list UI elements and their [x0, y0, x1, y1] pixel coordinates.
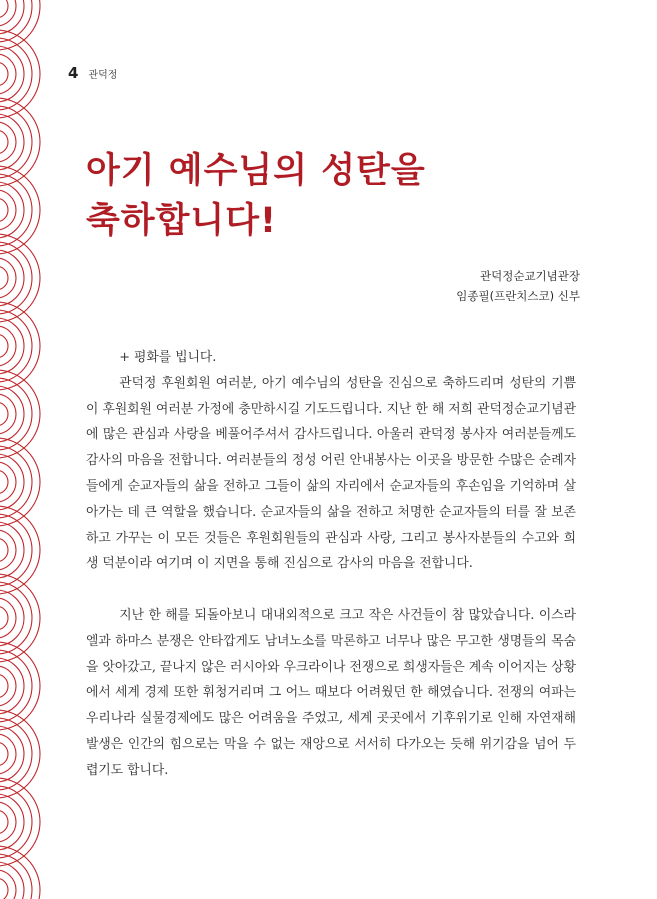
decorative-ring: [0, 590, 24, 646]
decorative-ring: [0, 658, 24, 714]
page-number: 4: [68, 64, 79, 82]
decorative-ring: [0, 62, 8, 86]
decorative-ring: [0, 0, 24, 34]
decorative-ring: [0, 130, 8, 154]
decorative-ring: [0, 46, 24, 102]
decorative-ring: [0, 726, 24, 782]
decorative-ring: [0, 182, 24, 238]
decorative-ring: [0, 870, 16, 899]
decorative-ring: [0, 470, 8, 494]
decorative-ring: [0, 114, 24, 170]
decorative-ring: [0, 538, 8, 562]
author-name: 임종필(프란치스코) 신부: [456, 289, 580, 303]
decorative-ring: [0, 198, 8, 222]
title-line-2: 축하합니다!: [86, 201, 278, 241]
decorative-ring: [0, 810, 8, 834]
decorative-ring: [0, 250, 24, 306]
decorative-ring: [0, 742, 8, 766]
decorative-ring: [0, 454, 24, 510]
byline: [456, 266, 580, 306]
paragraph-1: 관덕정 후원회원 여러분, 아기 예수님의 성탄을 진심으로 축하드리며 성탄의 기쁨이 후원회원 여러분 가정에 충만하시길 기도드립니다. 지난 한 해 저희 관덕정순교기념관에 많은 관심과 사랑을 베풀어주셔서 감사드립니다. 아울러 관덕정 봉사자 여러분들께도 감사의 마음을 전합니다. 여러분들의 정성 어린 안내봉사는 이곳을 방문한 수많은 순례자들에게 순교자들의 삶을 전하고 그들이 삶의 자리에서 순교자들의 후손임을 기억하며 살아가는 데 큰 역할을 했습니다. 순교자들의 삶을 전하고 처명한 순교자들의 터를 잘 보존하고 가꾸는 이 모든 것들은 후원회원들의 관심과 사랑, 그리고 봉사자분들의 수고와 희생 덕분이라 여기며 이 지면을 통해 진심으로 감사의 마음을 전합니다.: [86, 375, 576, 572]
decorative-ring: [0, 386, 24, 442]
decorative-ring: [0, 522, 24, 578]
decorative-ring: [0, 318, 24, 374]
decorative-ring: [0, 266, 8, 290]
decorative-ring: [0, 878, 8, 899]
article-body: [86, 345, 576, 784]
decorative-ring: [0, 674, 8, 698]
author-affiliation: 관덕정순교기념관장: [480, 269, 580, 283]
decorative-ring: [0, 794, 24, 850]
title-line-1: 아기 예수님의 성탄을: [86, 151, 426, 191]
decorative-ring: [0, 0, 40, 50]
running-head: 관덕정: [88, 70, 118, 81]
greeting: + 평화를 빕니다.: [119, 350, 217, 365]
page-header: [68, 64, 117, 82]
concentric-circles-decoration: [0, 0, 60, 899]
decorative-ring: [0, 0, 8, 18]
decorative-ring: [0, 606, 8, 630]
decorative-ring: [0, 334, 8, 358]
paragraph-2: 지난 한 해를 되돌아보니 대내외적으로 크고 작은 사건들이 참 많았습니다. 이스라엘과 하마스 분쟁은 안타깝게도 남녀노소를 막론하고 너무나 많은 무고한 생명들의 목숨을 앗아갔고, 끝나지 않은 러시아와 우크라이나 전쟁으로 희생자들은 계속 이어지는 상황에서 세계 경제 또한 휘청거리며 그 어느 때보다 어려웠던 한 해였습니다. 전쟁의 여파는 우리나라 실물경제에도 많은 어려움을 주었고, 세계 곳곳에서 기후위기로 인해 자연재해 발생은 인간의 힘으로는 막을 수 없는 재앙으로 서서히 다가오는 듯해 위기감을 넘어 두렵기도 합니다.: [86, 607, 576, 778]
article-title: [86, 146, 426, 246]
decorative-ring: [0, 402, 8, 426]
